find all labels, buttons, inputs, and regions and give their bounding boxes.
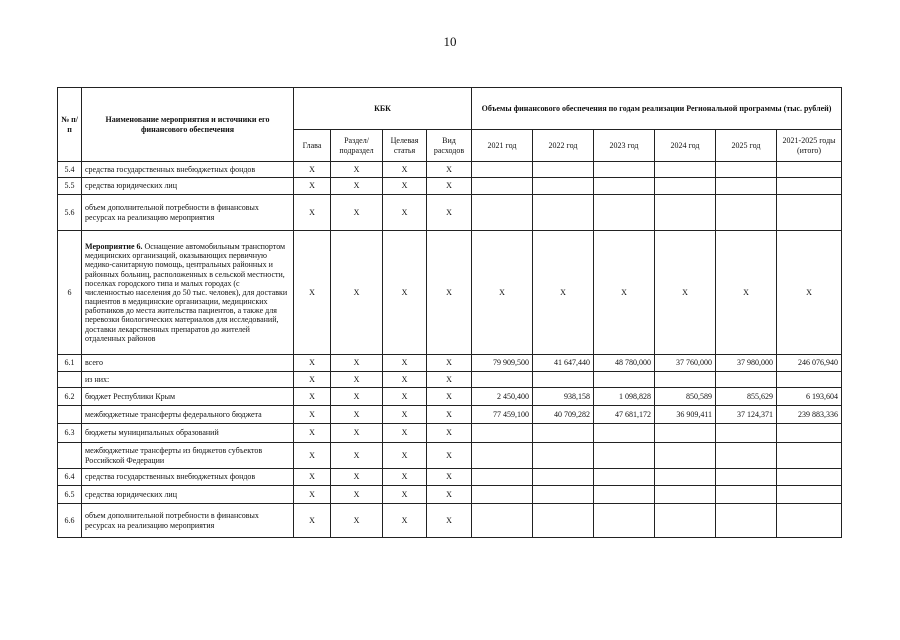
- value-cell: [655, 443, 716, 469]
- row-number: 5.6: [58, 195, 82, 231]
- header-year-2023: 2023 год: [594, 130, 655, 162]
- value-cell: [472, 195, 533, 231]
- value-cell: [472, 486, 533, 504]
- kbk-cell: X: [383, 504, 427, 538]
- value-cell: [777, 178, 842, 195]
- value-cell: [472, 372, 533, 388]
- value-cell: [655, 195, 716, 231]
- kbk-cell: X: [331, 178, 383, 195]
- value-cell: [777, 469, 842, 486]
- kbk-cell: X: [331, 406, 383, 424]
- kbk-cell: X: [427, 486, 472, 504]
- kbk-cell: X: [294, 162, 331, 178]
- row-number: 6.3: [58, 424, 82, 443]
- kbk-cell: X: [427, 406, 472, 424]
- value-cell: 2 450,400: [472, 388, 533, 406]
- row-name: объем дополнительной потребности в финансовых ресурсах на реализацию мероприятия: [82, 504, 294, 538]
- value-cell: [594, 486, 655, 504]
- value-cell: [594, 162, 655, 178]
- kbk-cell: X: [294, 388, 331, 406]
- value-cell: [655, 162, 716, 178]
- value-cell: [777, 486, 842, 504]
- kbk-cell: X: [294, 355, 331, 372]
- value-cell: 37 760,000: [655, 355, 716, 372]
- kbk-cell: X: [331, 372, 383, 388]
- kbk-cell: X: [427, 388, 472, 406]
- value-cell: X: [472, 231, 533, 355]
- kbk-cell: X: [294, 504, 331, 538]
- kbk-cell: X: [294, 372, 331, 388]
- header-kbk-section: Раздел/ подраздел: [331, 130, 383, 162]
- value-cell: [472, 162, 533, 178]
- kbk-cell: X: [427, 424, 472, 443]
- value-cell: 1 098,828: [594, 388, 655, 406]
- value-cell: [655, 178, 716, 195]
- table-row: [58, 469, 842, 486]
- value-cell: [594, 443, 655, 469]
- table-row: [58, 372, 842, 388]
- value-cell: [716, 469, 777, 486]
- kbk-cell: X: [331, 443, 383, 469]
- row-number: 6.1: [58, 355, 82, 372]
- value-cell: X: [716, 231, 777, 355]
- measure-title: Мероприятие 6.: [85, 241, 143, 251]
- value-cell: 77 459,100: [472, 406, 533, 424]
- page-number: 10: [443, 34, 457, 49]
- kbk-cell: X: [294, 486, 331, 504]
- row-number: 5.5: [58, 178, 82, 195]
- table-row: [58, 162, 842, 178]
- value-cell: [716, 372, 777, 388]
- table-row: [58, 443, 842, 469]
- value-cell: [777, 195, 842, 231]
- value-cell: X: [594, 231, 655, 355]
- kbk-cell: X: [383, 469, 427, 486]
- row-name: бюджеты муниципальных образований: [82, 424, 294, 443]
- kbk-cell: X: [383, 406, 427, 424]
- kbk-cell: X: [383, 486, 427, 504]
- row-name: средства юридических лиц: [82, 486, 294, 504]
- value-cell: [533, 372, 594, 388]
- value-cell: [777, 424, 842, 443]
- value-cell: [594, 372, 655, 388]
- kbk-cell: X: [427, 195, 472, 231]
- row-name: из них:: [82, 372, 294, 388]
- table-row: [58, 355, 842, 372]
- header-year-2024: 2024 год: [655, 130, 716, 162]
- table-row: [58, 231, 842, 355]
- value-cell: [533, 178, 594, 195]
- kbk-cell: X: [383, 231, 427, 355]
- kbk-cell: X: [383, 388, 427, 406]
- value-cell: [533, 424, 594, 443]
- kbk-cell: X: [294, 231, 331, 355]
- kbk-cell: X: [427, 355, 472, 372]
- row-number: 6.5: [58, 486, 82, 504]
- value-cell: [716, 424, 777, 443]
- value-cell: 41 647,440: [533, 355, 594, 372]
- value-cell: X: [655, 231, 716, 355]
- value-cell: [594, 504, 655, 538]
- value-cell: 48 780,000: [594, 355, 655, 372]
- kbk-cell: X: [294, 469, 331, 486]
- kbk-cell: X: [427, 372, 472, 388]
- kbk-cell: X: [331, 355, 383, 372]
- row-name: средства юридических лиц: [82, 178, 294, 195]
- value-cell: X: [777, 231, 842, 355]
- table-row: [58, 486, 842, 504]
- row-name: средства государственных внебюджетных фондов: [82, 162, 294, 178]
- header-number: № п/п: [58, 88, 82, 162]
- value-cell: [472, 504, 533, 538]
- value-cell: [655, 469, 716, 486]
- kbk-cell: X: [331, 424, 383, 443]
- table-row: [58, 178, 842, 195]
- value-cell: [594, 195, 655, 231]
- value-cell: [472, 178, 533, 195]
- kbk-cell: X: [331, 486, 383, 504]
- value-cell: X: [533, 231, 594, 355]
- value-cell: 855,629: [716, 388, 777, 406]
- table-row: [58, 406, 842, 424]
- header-kbk-chapter: Глава: [294, 130, 331, 162]
- row-name: [82, 231, 294, 355]
- kbk-cell: X: [383, 178, 427, 195]
- header-kbk-expense-type: Вид расходов: [427, 130, 472, 162]
- value-cell: [777, 372, 842, 388]
- table-row: [58, 388, 842, 406]
- row-number: 5.4: [58, 162, 82, 178]
- kbk-cell: X: [427, 504, 472, 538]
- kbk-cell: X: [383, 424, 427, 443]
- value-cell: [594, 178, 655, 195]
- row-number: [58, 443, 82, 469]
- value-cell: [533, 195, 594, 231]
- value-cell: 37 980,000: [716, 355, 777, 372]
- kbk-cell: X: [427, 178, 472, 195]
- value-cell: 37 124,371: [716, 406, 777, 424]
- header-year-2021: 2021 год: [472, 130, 533, 162]
- row-name: объем дополнительной потребности в финансовых ресурсах на реализацию мероприятия: [82, 195, 294, 231]
- header-year-total: 2021-2025 годы (итого): [777, 130, 842, 162]
- header-year-2022: 2022 год: [533, 130, 594, 162]
- value-cell: [472, 469, 533, 486]
- kbk-cell: X: [383, 162, 427, 178]
- value-cell: [655, 504, 716, 538]
- value-cell: 6 193,604: [777, 388, 842, 406]
- row-number: 6: [58, 231, 82, 355]
- value-cell: [655, 486, 716, 504]
- row-name: средства государственных внебюджетных фондов: [82, 469, 294, 486]
- value-cell: 79 909,500: [472, 355, 533, 372]
- kbk-cell: X: [331, 231, 383, 355]
- row-name: бюджет Республики Крым: [82, 388, 294, 406]
- kbk-cell: X: [427, 469, 472, 486]
- value-cell: [777, 504, 842, 538]
- table-row: [58, 504, 842, 538]
- header-year-2025: 2025 год: [716, 130, 777, 162]
- value-cell: [533, 504, 594, 538]
- row-number: [58, 406, 82, 424]
- value-cell: [777, 443, 842, 469]
- value-cell: 850,589: [655, 388, 716, 406]
- value-cell: [716, 486, 777, 504]
- kbk-cell: X: [383, 355, 427, 372]
- header-kbk-target: Целевая статья: [383, 130, 427, 162]
- value-cell: 246 076,940: [777, 355, 842, 372]
- kbk-cell: X: [294, 195, 331, 231]
- value-cell: [716, 178, 777, 195]
- row-number: 6.6: [58, 504, 82, 538]
- kbk-cell: X: [294, 443, 331, 469]
- table-row: [58, 195, 842, 231]
- kbk-cell: X: [331, 469, 383, 486]
- header-name: Наименование мероприятия и источники его финансового обеспечения: [82, 88, 294, 162]
- header-kbk: КБК: [294, 88, 472, 130]
- value-cell: [716, 504, 777, 538]
- value-cell: [716, 195, 777, 231]
- value-cell: [533, 162, 594, 178]
- kbk-cell: X: [427, 162, 472, 178]
- value-cell: [472, 443, 533, 469]
- value-cell: [655, 424, 716, 443]
- row-number: 6.4: [58, 469, 82, 486]
- header-volumes: Объемы финансового обеспечения по годам реализации Региональной программы (тыс. рублей): [472, 88, 842, 130]
- value-cell: [594, 469, 655, 486]
- kbk-cell: X: [383, 372, 427, 388]
- row-number: [58, 372, 82, 388]
- row-number: 6.2: [58, 388, 82, 406]
- financing-table: [57, 87, 842, 538]
- value-cell: 239 883,336: [777, 406, 842, 424]
- value-cell: 47 681,172: [594, 406, 655, 424]
- value-cell: [533, 486, 594, 504]
- value-cell: [716, 443, 777, 469]
- value-cell: [777, 162, 842, 178]
- kbk-cell: X: [331, 195, 383, 231]
- kbk-cell: X: [294, 406, 331, 424]
- row-name: всего: [82, 355, 294, 372]
- kbk-cell: X: [331, 504, 383, 538]
- measure-description: Оснащение автомобильным транспортом медицинских организаций, оказывающих первичную медико-санитарную помощь, центральных районных и районных больниц, расположенных в сельской местности, поселках городского типа и малых городах (с численностью населения до 50 тыс. человек), для доставки пациентов в медицинские организации, медицинских работников до места жительства пациентов, а также для перевозки биологических материалов для исследований, доставки лекарственных препаратов до жителей отдаленных районов: [85, 241, 288, 343]
- row-name: межбюджетные трансферты федерального бюджета: [82, 406, 294, 424]
- value-cell: [533, 443, 594, 469]
- kbk-cell: X: [427, 443, 472, 469]
- value-cell: [716, 162, 777, 178]
- table-row: [58, 424, 842, 443]
- kbk-cell: X: [383, 195, 427, 231]
- value-cell: [655, 372, 716, 388]
- value-cell: [472, 424, 533, 443]
- kbk-cell: X: [427, 231, 472, 355]
- kbk-cell: X: [331, 388, 383, 406]
- row-name: межбюджетные трансферты из бюджетов субъектов Российской Федерации: [82, 443, 294, 469]
- value-cell: [533, 469, 594, 486]
- kbk-cell: X: [294, 424, 331, 443]
- value-cell: 40 709,282: [533, 406, 594, 424]
- value-cell: 36 909,411: [655, 406, 716, 424]
- value-cell: 938,158: [533, 388, 594, 406]
- value-cell: [594, 424, 655, 443]
- kbk-cell: X: [383, 443, 427, 469]
- kbk-cell: X: [294, 178, 331, 195]
- kbk-cell: X: [331, 162, 383, 178]
